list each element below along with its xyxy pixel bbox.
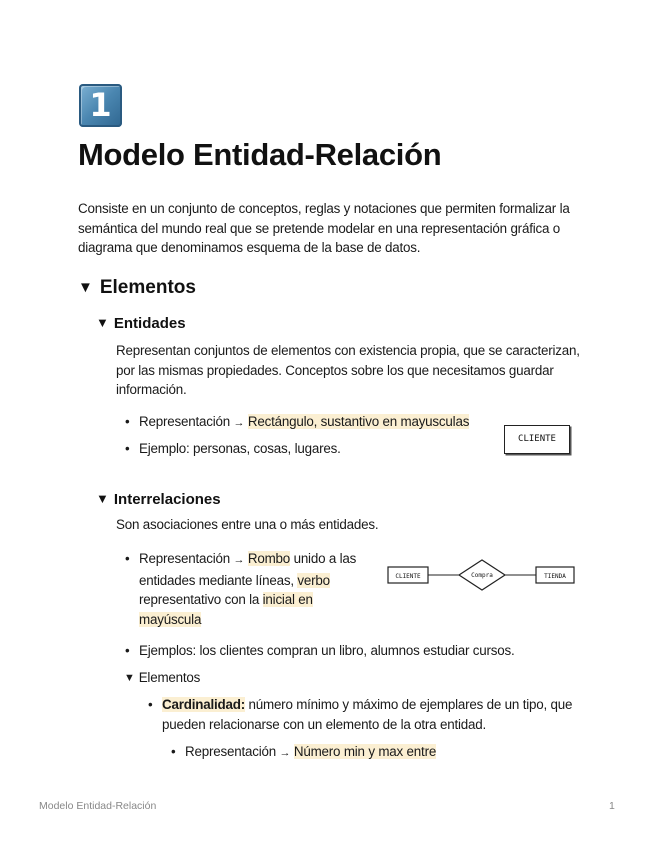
page-title: Modelo Entidad-Relación [78, 137, 442, 172]
highlighted-text: verbo [297, 572, 330, 588]
toggle-heading-elementos[interactable] [78, 277, 196, 299]
highlighted-text: Rectángulo, sustantivo en mayusculas [247, 414, 470, 429]
keycap-one-icon: 1 [79, 84, 122, 127]
toggle-list-elementos[interactable]: ▼ Elementos [124, 670, 201, 685]
relationship-label: Compra [471, 572, 493, 579]
list-item: • Ejemplos: los clientes compran un libro, alumnos estudiar cursos. [139, 641, 515, 661]
toggle-triangle-icon[interactable]: ▼ [78, 279, 93, 296]
footer-title: Modelo Entidad-Relación [39, 800, 157, 812]
toggle-triangle-icon[interactable]: ▼ [96, 491, 109, 506]
bullet-dot-icon: • [125, 441, 130, 456]
subsection-title: Interrelaciones [113, 491, 221, 508]
highlighted-text: inicial en mayúscula [139, 592, 313, 627]
highlighted-text: Rombo [247, 551, 291, 566]
arrow-right-icon: → [233, 417, 245, 429]
intro-paragraph: Consiste en un conjunto de conceptos, reglas y notaciones que permiten formalizar la semántica del mundo real que se pretende modelar en una representación gráfica o diagrama que denominamos esquema de la base de datos. [78, 201, 570, 255]
relationship-diagram [386, 558, 578, 594]
list-item: • Cardinalidad: número mínimo y máximo de ejemplares de un tipo, que pueden relacionarse con un elemento de la otra entidad. [148, 697, 573, 732]
bullet-dot-icon: • [125, 643, 130, 658]
bullet-dot-icon: • [125, 414, 130, 429]
toggle-triangle-icon[interactable]: ▼ [96, 315, 109, 330]
bullet-dot-icon: • [171, 744, 176, 759]
arrow-right-icon: → [279, 747, 291, 759]
toggle-heading-interrelaciones[interactable] [96, 491, 221, 508]
highlighted-term: Cardinalidad: [162, 697, 245, 712]
toggle-triangle-icon[interactable]: ▼ [124, 672, 135, 684]
interrelaciones-description: Son asociaciones entre una o más entidades. [116, 517, 379, 532]
list-item: • Representación → Número min y max entre [185, 742, 436, 764]
page-number: 1 [609, 800, 615, 812]
bullet-dot-icon: • [125, 551, 130, 566]
toggle-heading-entidades[interactable] [96, 315, 186, 332]
list-item: • Ejemplo: personas, cosas, lugares. [139, 439, 341, 459]
list-item: • Representación → Rectángulo, sustantivo en mayusculas [139, 412, 469, 434]
list-item: • Representación → Rombo unido a las entidades mediante líneas, verbo representativo con la inicial en mayúscula [125, 551, 357, 627]
arrow-right-icon: → [233, 554, 245, 566]
section-title: Elementos [99, 277, 196, 298]
entidades-description: Representan conjuntos de elementos con existencia propia, que se caracterizan, por las mismas propiedades. Conceptos sobre los que necesitamos guardar información. [116, 343, 580, 397]
subsection-title: Entidades [113, 315, 186, 332]
entity-label-left: CLIENTE [395, 573, 421, 580]
entity-rectangle-figure: CLIENTE [504, 425, 570, 454]
bullet-dot-icon: • [148, 697, 153, 712]
highlighted-text: Número min y max entre [293, 744, 437, 759]
entity-label-right: TIENDA [544, 573, 566, 580]
